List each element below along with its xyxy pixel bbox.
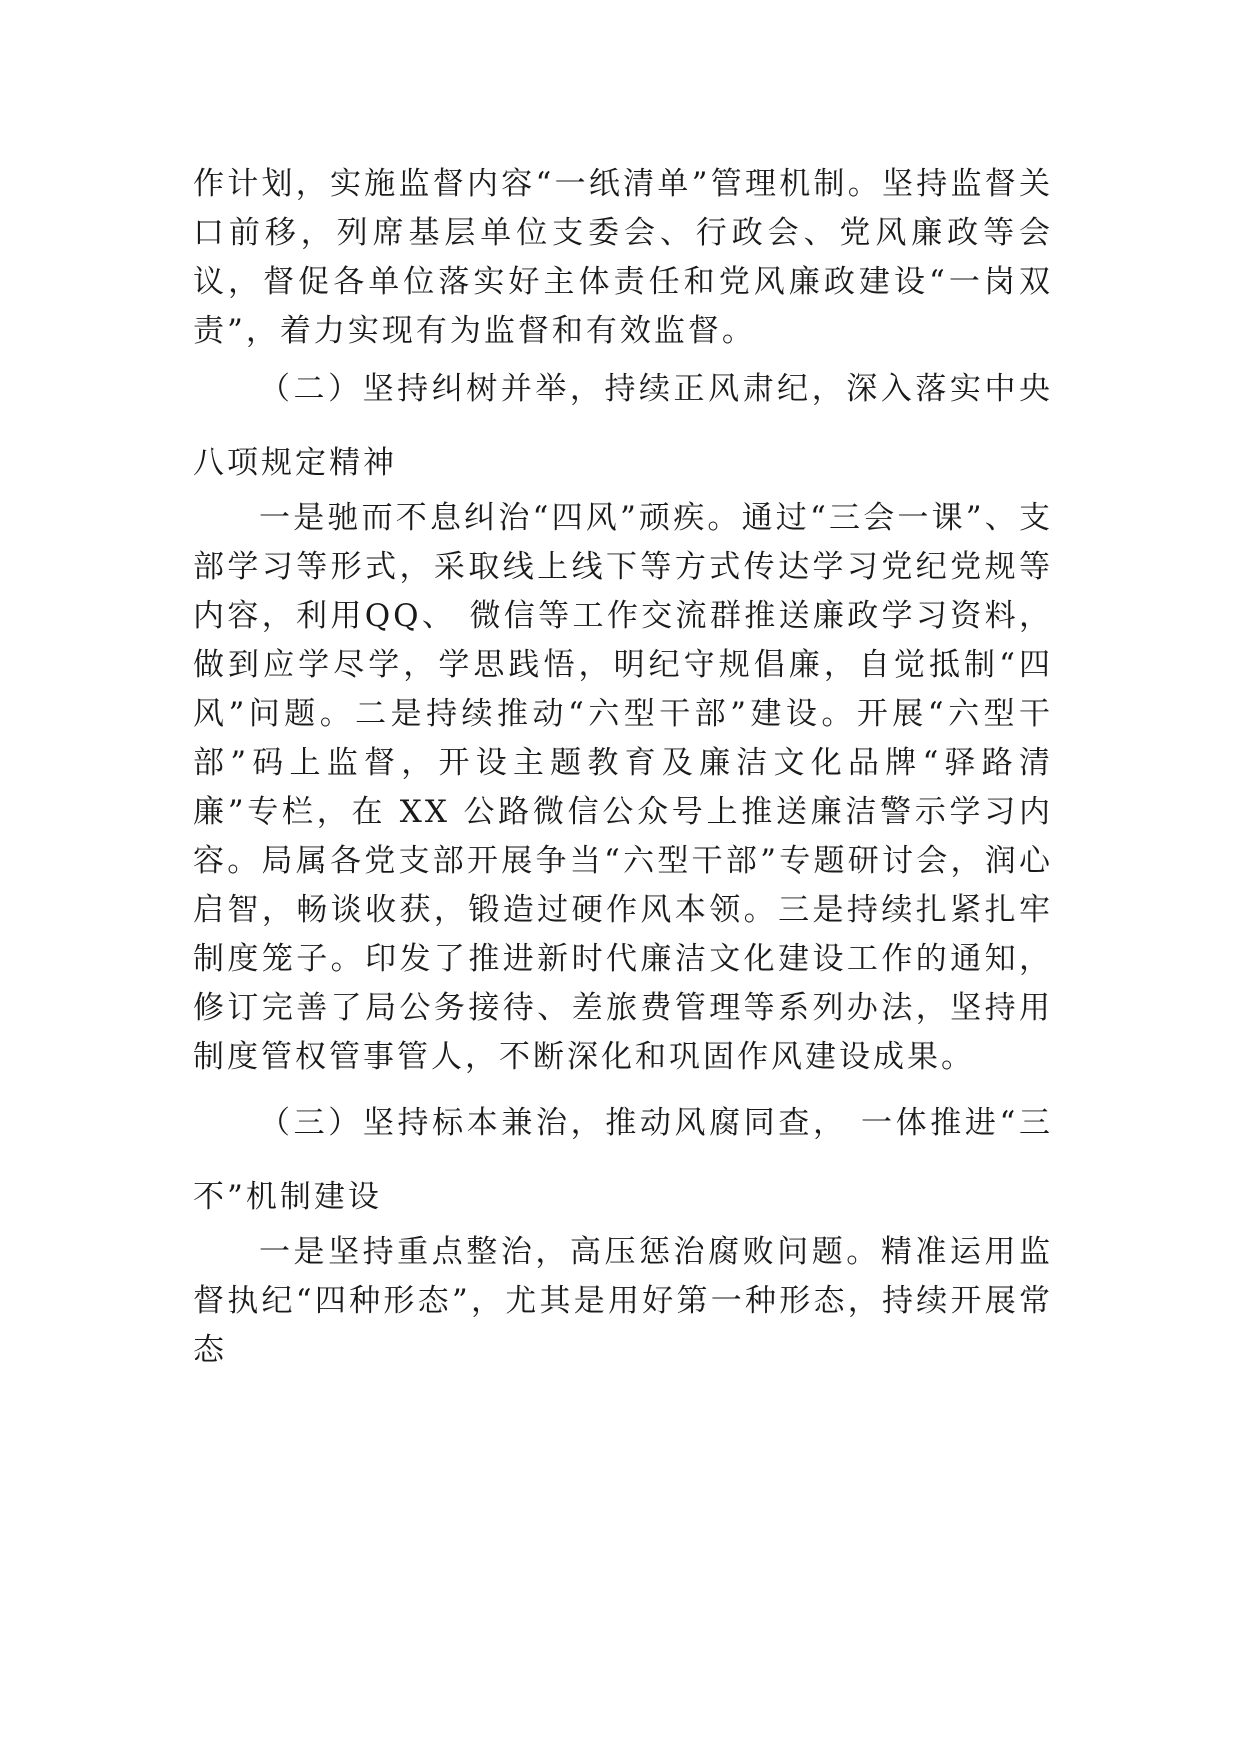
paragraph-anti-corruption: 一是坚持重点整治，高压惩治腐败问题。精准运用监督执纪“四种形态”，尤其是用好第一种形态，持续开展常态 <box>193 1234 1053 1368</box>
document-body <box>193 160 1053 1375</box>
paragraph-four-winds: 一是驰而不息纠治“四风”顽疾。通过“三会一课”、支部学习等形式，采取线上线下等方式传达学习党纪党规等内容，利用QQ、 微信等工作交流群推送廉政学习资料，做到应学尽学，学思践悟，明纪守规倡廉，自觉抵制“四风”问题。二是持续推动“六型干部”建设。开展“六型干部”码上监督，开设主题教育及廉洁文化品牌“驿路清廉”专栏，在 XX 公路微信公众号上推送廉洁警示学习内容。局属各党支部开展争当“六型干部”专题研讨会，润心启智，畅谈收获，锻造过硬作风本领。三是持续扎紧扎牢制度笼子。印发了推进新时代廉洁文化建设工作的通知，修订完善了局公务接待、差旅费管理等系列办法，坚持用制度管权管事管人，不断深化和巩固作风建设成果。 <box>193 500 1053 1075</box>
paragraph-supervision-plan: 作计划，实施监督内容“一纸清单”管理机制。坚持监督关口前移，列席基层单位支委会、行政会、党风廉政等会议，督促各单位落实好主体责任和党风廉政建设“一岗双责”，着力实现有为监督和有效监督。 <box>193 166 1053 349</box>
section-heading-2: （二）坚持纠树并举，持续正风肃纪，深入落实中央八项规定精神 <box>193 371 1053 481</box>
section-heading-3: （三）坚持标本兼治，推动风腐同查， 一体推进“三不”机制建设 <box>193 1105 1053 1215</box>
